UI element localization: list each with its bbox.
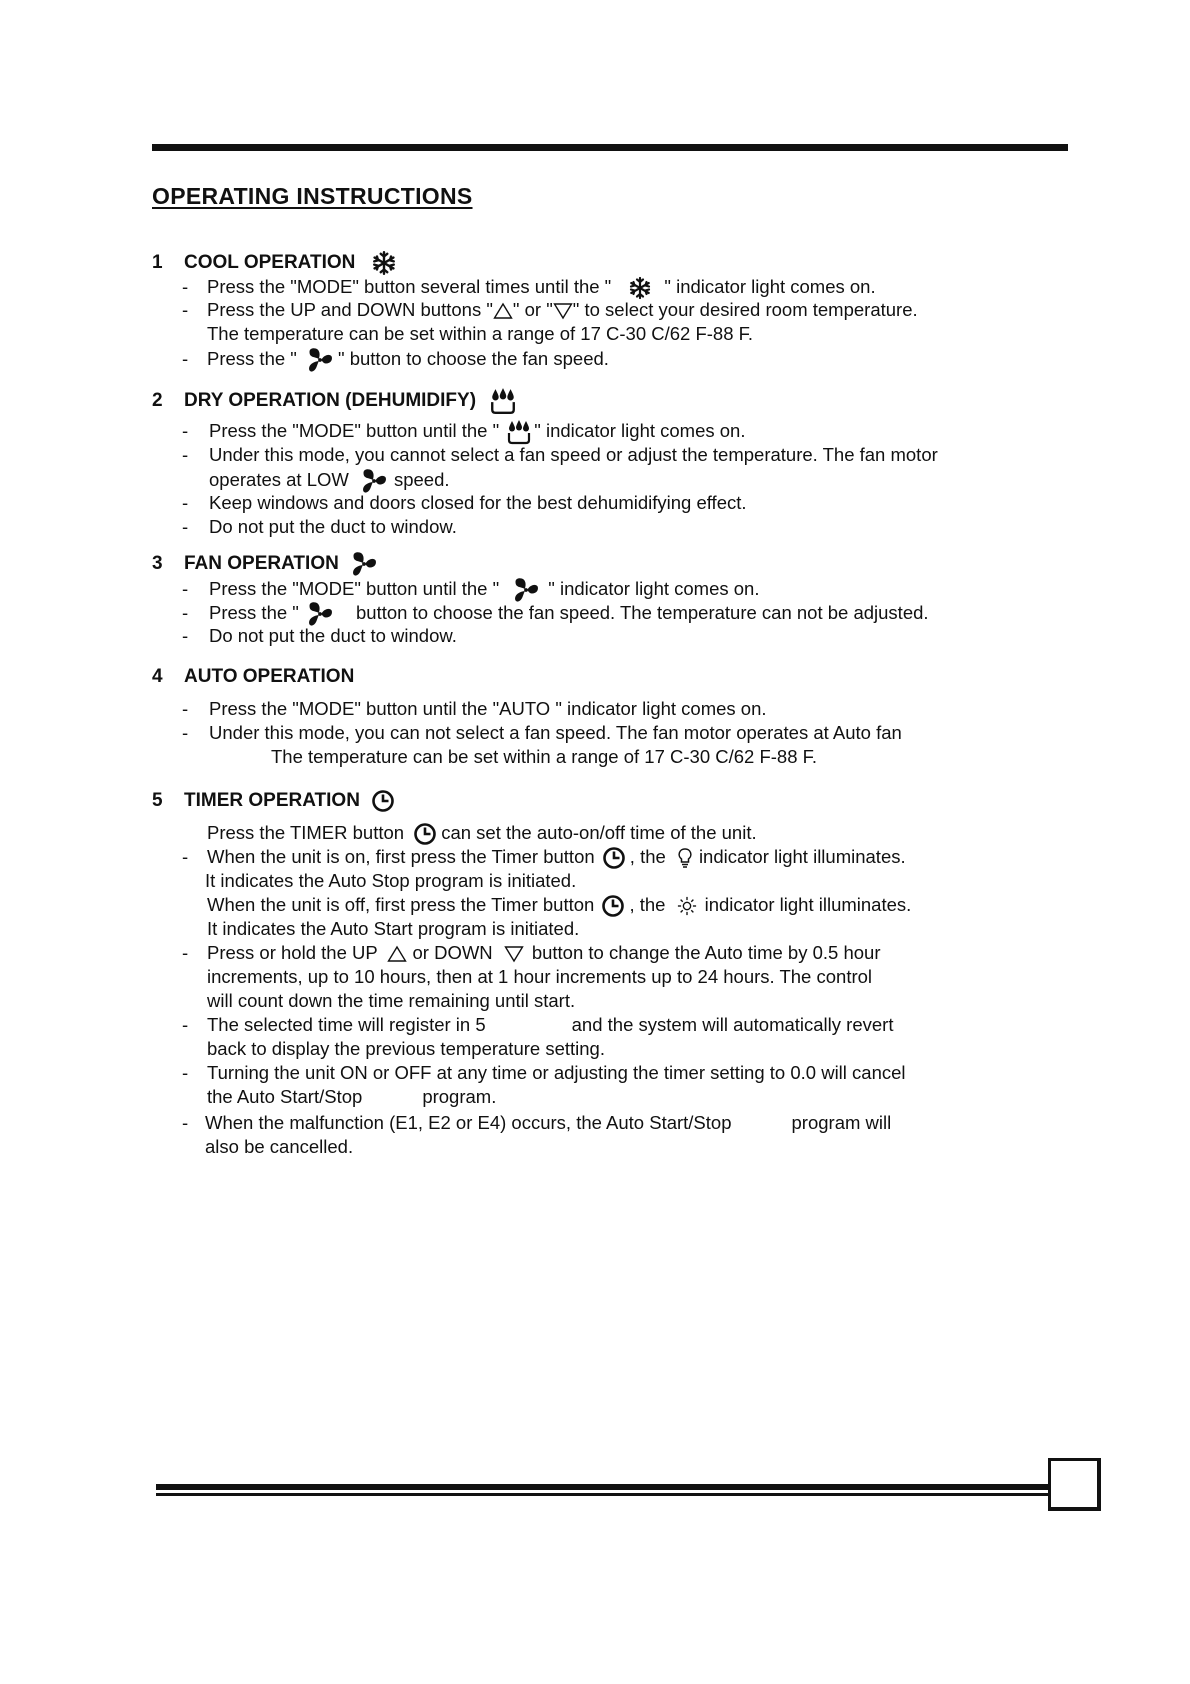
section-1-line-2: - Press the UP and DOWN buttons " " or " " to select your desired room temperature. bbox=[182, 299, 918, 320]
down-triangle-icon bbox=[504, 945, 524, 963]
section-5-line-7: increments, up to 10 hours, then at 1 hour increments up to 24 hours. The control bbox=[207, 966, 873, 987]
section-5-line-10: back to display the previous temperature setting. bbox=[207, 1038, 605, 1059]
sun-icon bbox=[677, 896, 697, 916]
section-2-heading: 2 DRY OPERATION (DEHUMIDIFY) bbox=[152, 387, 517, 415]
section-4-line-3: The temperature can be set within a range of 17 C-30 C/62 F-88 F. bbox=[271, 746, 818, 767]
section-1-line-3: The temperature can be set within a range of 17 C-30 C/62 F-88 F. bbox=[207, 323, 754, 344]
fan-icon bbox=[306, 346, 334, 374]
section-5-line-1: Press the TIMER button can set the auto-on/off time of the unit. bbox=[207, 821, 757, 846]
section-2-line-1: - Press the "MODE" button until the " " indicator light comes on. bbox=[182, 419, 745, 445]
up-triangle-icon bbox=[493, 302, 513, 320]
snowflake-icon bbox=[628, 276, 652, 300]
clock-icon bbox=[601, 894, 625, 918]
section-1-line-4: - Press the " " button to choose the fan speed. bbox=[182, 346, 609, 374]
section-5-line-5: It indicates the Auto Start program is initiated. bbox=[207, 918, 580, 939]
section-5-line-14: also be cancelled. bbox=[205, 1136, 354, 1157]
clock-icon bbox=[371, 789, 395, 813]
section-5-line-11: - Turning the unit ON or OFF at any time or adjusting the timer setting to 0.0 will cancel bbox=[182, 1062, 906, 1083]
section-3-heading: 3 FAN OPERATION bbox=[152, 550, 378, 578]
bulb-icon bbox=[677, 847, 693, 869]
bottom-rule-thin bbox=[156, 1493, 1050, 1496]
clock-icon bbox=[413, 822, 437, 846]
section-5-line-13: - When the malfunction (E1, E2 or E4) occurs, the Auto Start/Stop program will bbox=[182, 1112, 892, 1133]
section-2-line-3: operates at LOW speed. bbox=[209, 467, 450, 495]
dehumidify-icon bbox=[489, 387, 517, 415]
up-triangle-icon bbox=[387, 945, 407, 963]
fan-icon bbox=[350, 550, 378, 578]
page-number-box bbox=[1048, 1458, 1101, 1511]
section-4-heading: 4 AUTO OPERATION bbox=[152, 666, 355, 687]
section-5-line-6: - Press or hold the UP or DOWN button to change the Auto time by 0.5 hour bbox=[182, 942, 881, 963]
section-2-line-2: - Under this mode, you cannot select a fan speed or adjust the temperature. The fan motor bbox=[182, 444, 938, 465]
top-rule bbox=[152, 144, 1068, 151]
section-1-heading: 1 COOL OPERATION bbox=[152, 250, 397, 276]
dehumidify-icon bbox=[506, 419, 532, 445]
section-2-line-4: - Keep windows and doors closed for the best dehumidifying effect. bbox=[182, 492, 747, 513]
section-5-line-3: It indicates the Auto Stop program is initiated. bbox=[205, 870, 577, 891]
section-3-line-2: - Press the " button to choose the fan speed. The temperature can not be adjusted. bbox=[182, 600, 929, 628]
section-4-line-1: - Press the "MODE" button until the "AUTO " indicator light comes on. bbox=[182, 698, 767, 719]
section-3-line-1: - Press the "MODE" button until the " " indicator light comes on. bbox=[182, 576, 759, 604]
bottom-rule bbox=[156, 1484, 1050, 1490]
section-5-line-4: When the unit is off, first press the Timer button , the indicator light illuminates. bbox=[207, 893, 911, 918]
clock-icon bbox=[602, 846, 626, 870]
section-5-line-2: - When the unit is on, first press the Timer button , the indicator light illuminates. bbox=[182, 845, 906, 870]
section-1-line-1: - Press the "MODE" button several times until the " " indicator light comes on. bbox=[182, 275, 876, 300]
section-2-line-5: - Do not put the duct to window. bbox=[182, 516, 457, 537]
page-title: OPERATING INSTRUCTIONS bbox=[152, 183, 473, 209]
section-5-line-8: will count down the time remaining until start. bbox=[207, 990, 576, 1011]
section-5-heading: 5 TIMER OPERATION bbox=[152, 789, 395, 813]
section-5-line-9: - The selected time will register in 5 and the system will automatically revert bbox=[182, 1014, 894, 1035]
section-5-line-12: the Auto Start/Stop program. bbox=[207, 1086, 497, 1107]
snowflake-icon bbox=[371, 250, 397, 276]
section-4-line-2: - Under this mode, you can not select a fan speed. The fan motor operates at Auto fan bbox=[182, 722, 902, 743]
section-3-line-3: - Do not put the duct to window. bbox=[182, 625, 457, 646]
down-triangle-icon bbox=[553, 302, 573, 320]
